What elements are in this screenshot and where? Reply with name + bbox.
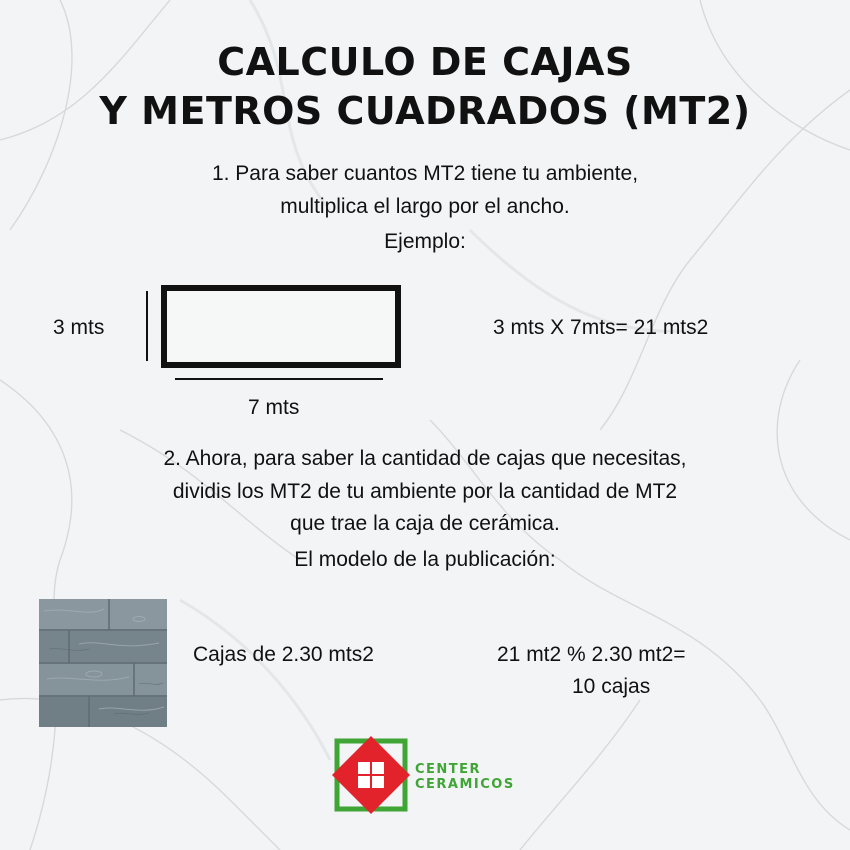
height-dimension-line bbox=[146, 291, 148, 361]
width-label: 7 mts bbox=[248, 396, 300, 419]
title-line-1: CALCULO DE CAJAS bbox=[217, 40, 633, 84]
page-title bbox=[0, 38, 850, 136]
step2-line-1: 2. Ahora, para saber la cantidad de cajas que necesitas, bbox=[163, 447, 687, 470]
logo-text-line-1: CENTER bbox=[415, 762, 482, 777]
boxes-formula-line-2: 10 cajas bbox=[572, 675, 651, 698]
model-label: El modelo de la publicación: bbox=[294, 548, 556, 571]
step1-line-1: 1. Para saber cuantos MT2 tiene tu ambiente, bbox=[211, 162, 639, 185]
step2-line-3: que trae la caja de cerámica. bbox=[290, 512, 560, 535]
example-label: Ejemplo: bbox=[384, 230, 466, 253]
area-formula: 3 mts X 7mts= 21 mts2 bbox=[493, 316, 709, 339]
room-rectangle bbox=[161, 285, 401, 368]
ceramic-tile-image bbox=[39, 599, 167, 727]
logo-text bbox=[415, 762, 515, 792]
step1-line-2: multiplica el largo por el ancho. bbox=[280, 195, 570, 218]
step2-line-2: dividis los MT2 de tu ambiente por la cantidad de MT2 bbox=[172, 480, 678, 503]
width-dimension-line bbox=[175, 378, 383, 380]
boxes-formula-line-1: 21 mt2 % 2.30 mt2= bbox=[497, 643, 686, 666]
height-label: 3 mts bbox=[53, 316, 105, 339]
logo-text-line-2: CERAMICOS bbox=[415, 777, 515, 792]
center-ceramicos-logo-icon bbox=[331, 735, 411, 815]
box-size-label: Cajas de 2.30 mts2 bbox=[193, 643, 374, 666]
title-line-2: Y METROS CUADRADOS (MT2) bbox=[99, 89, 751, 133]
